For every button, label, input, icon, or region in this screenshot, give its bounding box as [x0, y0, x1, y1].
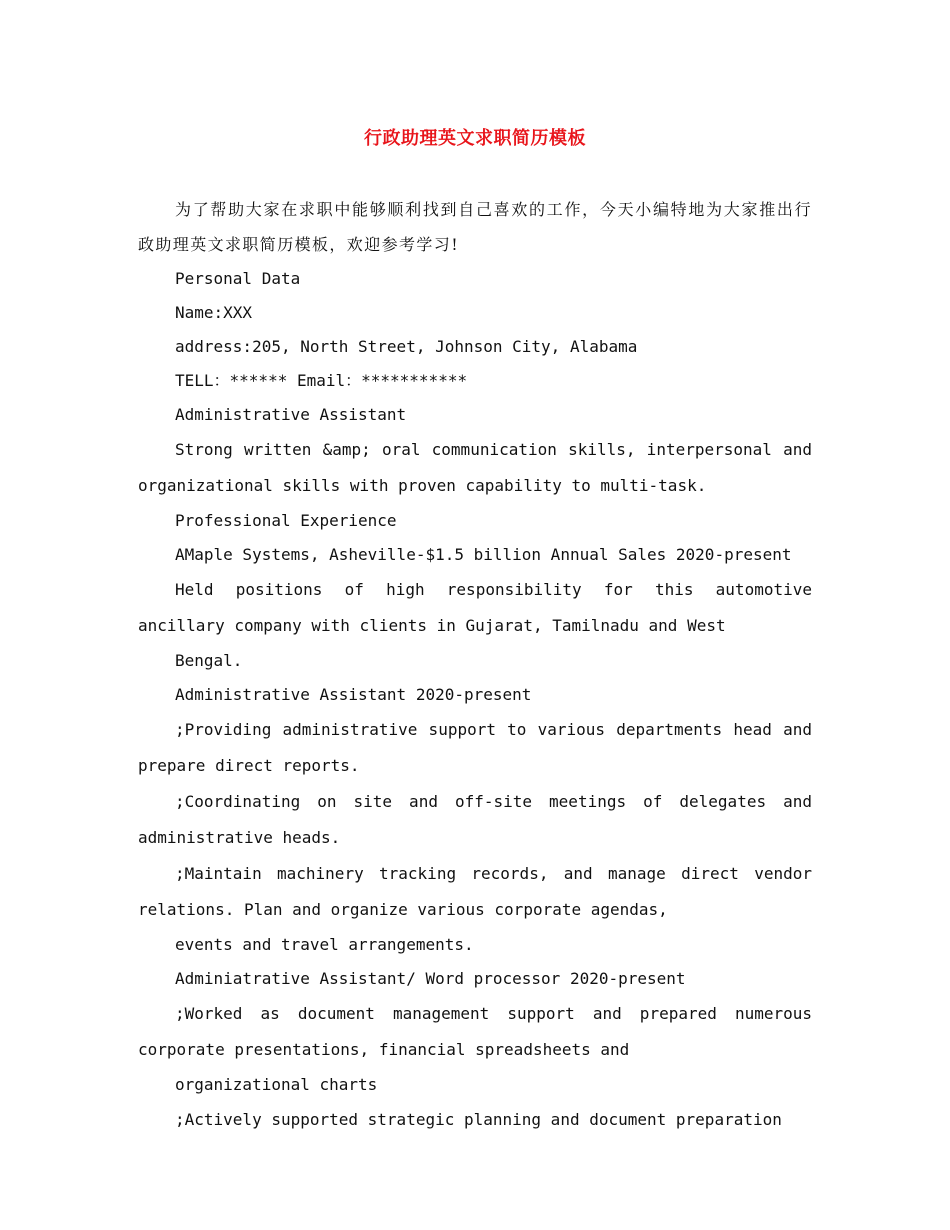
role1-bullet-3: ;Maintain machinery tracking records, and manage direct vendor relations. Plan and organize various corporate agendas, — [138, 864, 812, 919]
intro-paragraph: 为了帮助大家在求职中能够顺利找到自己喜欢的工作，今天小编特地为大家推出行政助理英文求职简历模板，欢迎参考学习! — [138, 200, 812, 254]
contact-line: TELL：****** Email：*********** — [175, 371, 468, 390]
objective-heading: Administrative Assistant — [175, 405, 407, 424]
role2-bullet-1-cont: organizational charts — [175, 1075, 378, 1094]
objective-text: Strong written &amp; oral communication skills, interpersonal and organizational skills with proven capability to multi-task. — [138, 440, 812, 495]
name-line: Name:XXX — [175, 303, 253, 322]
role2-bullet-2: ;Actively supported strategic planning and document preparation — [175, 1110, 782, 1129]
role1-bullet-1: ;Providing administrative support to various departments head and prepare direct reports. — [138, 720, 812, 775]
address-line: address:205, North Street, Johnson City, Alabama — [175, 337, 638, 356]
personal-data-heading: Personal Data — [175, 269, 301, 288]
company-description: Held positions of high responsibility for this automotive ancillary company with clients in Gujarat, Tamilnadu and West — [138, 580, 812, 635]
role1-heading: Administrative Assistant 2020-present — [175, 685, 532, 704]
role2-bullet-1: ;Worked as document management support and prepared numerous corporate presentations, financial spreadsheets and — [138, 1004, 812, 1059]
role1-bullet-3-cont: events and travel arrangements. — [175, 935, 474, 954]
document-title: 行政助理英文求职简历模板 — [364, 128, 586, 149]
company-line: AMaple Systems, Asheville-$1.5 billion Annual Sales 2020-present — [175, 545, 792, 564]
role1-bullet-2: ;Coordinating on site and off-site meetings of delegates and administrative heads. — [138, 792, 812, 847]
role2-heading: Adminiatrative Assistant/ Word processor 2020-present — [175, 969, 686, 988]
document-body — [138, 192, 812, 1138]
experience-heading: Professional Experience — [175, 511, 397, 530]
company-description-cont: Bengal. — [175, 651, 243, 670]
